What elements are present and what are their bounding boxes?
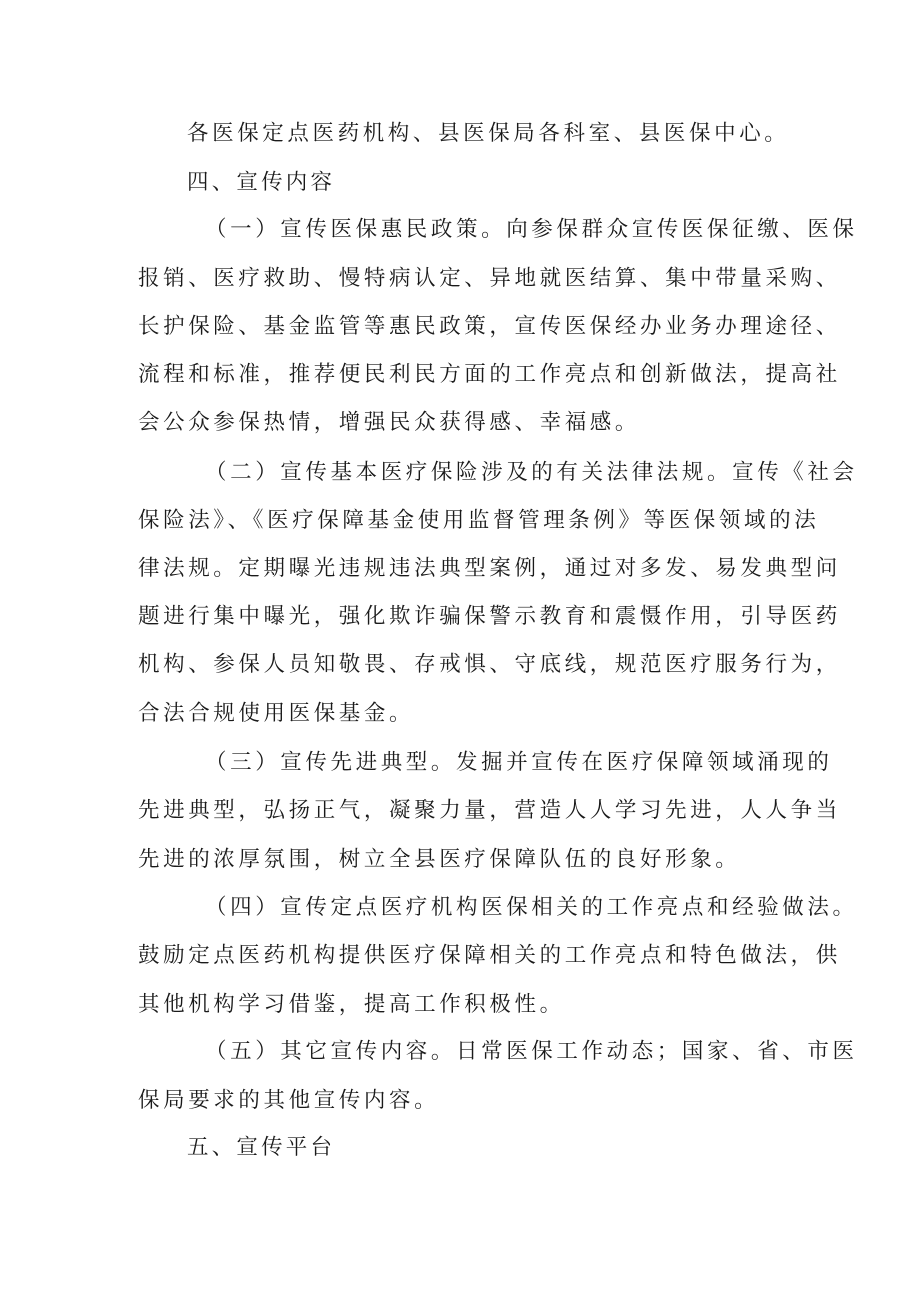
paragraph-line: 鼓励定点医药机构提供医疗保障相关的工作亮点和特色做法，供: [138, 943, 841, 968]
paragraph-line: 先进的浓厚氛围，树立全县医疗保障队伍的良好形象。: [138, 847, 741, 872]
paragraph-line: 其他机构学习借鉴，提高工作积极性。: [138, 992, 565, 1017]
paragraph-line: （五）其它宣传内容。日常医保工作动态；国家、省、市医: [205, 1039, 858, 1064]
paragraph-line: 机构、参保人员知敬畏、存戒惧、守底线，规范医疗服务行为，: [138, 652, 841, 677]
paragraph-line: 合法合规使用医保基金。: [138, 701, 415, 726]
paragraph-line: 保险法》、《医疗保障基金使用监督管理条例》等医保领域的法: [138, 508, 820, 533]
paragraph-line: 报销、医疗救助、慢特病认定、异地就医结算、集中带量采购、: [138, 266, 841, 291]
paragraph-line: 律法规。定期曝光违规违法典型案例，通过对多发、易发典型问: [138, 556, 841, 581]
paragraph-line: 会公众参保热情，增强民众获得感、幸福感。: [138, 410, 641, 435]
paragraph-line: （四）宣传定点医疗机构医保相关的工作亮点和经验做法。: [205, 895, 858, 920]
paragraph-line: 题进行集中曝光，强化欺诈骗保警示教育和震慑作用，引导医药: [138, 604, 841, 629]
paragraph-line: （二）宣传基本医疗保险涉及的有关法律法规。宣传《社会: [205, 460, 858, 485]
paragraph-line: 流程和标准，推荐便民利民方面的工作亮点和创新做法，提高社: [138, 362, 841, 387]
paragraph-line: 长护保险、基金监管等惠民政策，宣传医保经办业务办理途径、: [138, 314, 841, 339]
section-heading-4: 四、宣传内容: [187, 170, 336, 195]
paragraph-line: （一）宣传医保惠民政策。向参保群众宣传医保征缴、医保: [205, 217, 858, 242]
paragraph-line: 先进典型，弘扬正气，凝聚力量，营造人人学习先进，人人争当: [138, 798, 841, 823]
paragraph-line: （三）宣传先进典型。发掘并宣传在医疗保障领域涌现的: [205, 750, 833, 775]
section-heading-5: 五、宣传平台: [187, 1135, 336, 1160]
intro-line: 各医保定点医药机构、县医保局各科室、县医保中心。: [187, 121, 790, 146]
paragraph-line: 保局要求的其他宣传内容。: [138, 1088, 440, 1113]
